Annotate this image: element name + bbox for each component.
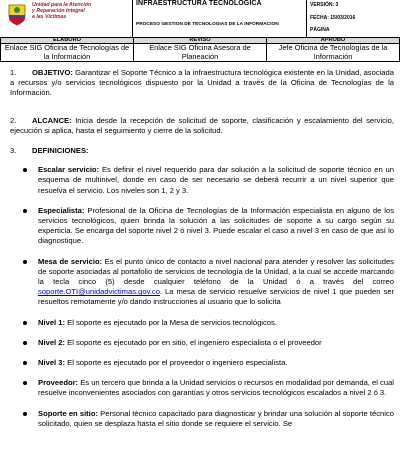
- approval-table: [0, 37, 400, 62]
- document-title: INFRAESTRUCTURA TECNOLOGICA: [136, 0, 262, 7]
- approval-header-aprobo: APROBO: [267, 38, 400, 44]
- section-label: DEFINICIONES:: [32, 146, 89, 156]
- support-email-link[interactable]: soporte.OTI@unidadvictimas.gov.co: [38, 287, 160, 297]
- logo-line-2: y Reparación Integral: [32, 8, 85, 15]
- version-label: VERSIÓN: 3: [310, 2, 339, 8]
- section-number: 1.: [10, 68, 17, 77]
- header-divider: [132, 0, 133, 38]
- header-divider: [306, 0, 307, 38]
- approval-header-reviso: REVISO: [134, 38, 267, 44]
- definition-term: Especialista:: [38, 205, 85, 215]
- definition-term: Proveedor:: [38, 378, 79, 388]
- definitions-list: [22, 165, 394, 429]
- bullet-icon: [23, 260, 27, 264]
- approval-reviso: Enlace SIG Oficina Asesora de Planeación: [134, 44, 267, 62]
- definition-text: El soporte es ejecutado por la Mesa de servicios tecnológicos.: [67, 317, 277, 327]
- logo-text: [32, 2, 132, 21]
- approval-value-row: [1, 44, 400, 62]
- process-name: PROCESO GESTION DE TECNOLOGIAS DE LA INFORMACION: [136, 22, 279, 27]
- bullet-icon: [23, 209, 27, 213]
- bullet-icon: [23, 361, 27, 365]
- definition-text: El soporte es ejecutado por el proveedor o ingeniero especialista.: [67, 358, 288, 368]
- section-text: Garantizar el Soporte Técnico a la infraestructura tecnológica existente en la Unidad, asociada a recursos y/o servicios tecnológicos dispuesto por la Unidad a través de la Oficina de Tecnologías de la Información.: [10, 68, 394, 98]
- definition-item: [22, 358, 394, 368]
- definition-text: El soporte es ejecutado por en sitio, el ingeniero especialista o el proveedor: [67, 337, 322, 347]
- section-label: ALCANCE:: [32, 115, 72, 125]
- approval-elaboro: Enlace SIG Oficina de Tecnologías de la Información: [1, 44, 134, 62]
- page-label: PÁGINA: [310, 27, 330, 33]
- approval-header-elaboro: ELABORO: [1, 38, 134, 44]
- unidad-victimas-logo: [2, 0, 128, 30]
- definition-term: Nivel 3:: [38, 358, 66, 368]
- definition-text: Personal técnico capacitado para diagnosticar y brindar una solución al soporte técnico solicitado, quien se desplaza hasta el sitio donde se requiere el servicio. Se: [38, 408, 394, 428]
- definition-item: [22, 318, 394, 328]
- document-body: [10, 68, 394, 439]
- definition-text: Es el punto único de contacto a nivel nacional para atender y resolver las solicitudes de soporte asociadas al portafolio de servicios de tecnología de la Unidad, a la cual se accede marcando la tecla cinco (5) desde cualquier teléfono de la Unidad ó a través del correo: [38, 256, 394, 287]
- bullet-icon: [23, 341, 27, 345]
- section-number: 3.: [10, 146, 17, 156]
- section-alcance: [10, 116, 394, 136]
- logo-line-3: a las Víctimas: [32, 14, 67, 21]
- definition-text: Es definir el nivel requerido para dar solución a la solicitud de soporte técnico en un esquema de multinivel, donde en caso de ser necesario se deberá recurrir a un nivel superior que resuelva el servicio. Los niveles son 1, 2 y 3.: [38, 165, 394, 195]
- definition-term: Soporte en sitio:: [38, 408, 98, 418]
- section-label: OBJETIVO:: [32, 68, 73, 77]
- section-text: Inicia desde la recepción de solicitud de soporte, clasificación y escalamiento del servicio, ejecución si aplica, hasta el seguimiento y cierre de la solicitud.: [10, 115, 394, 135]
- logo-line-1: Unidad para la Atención: [32, 2, 92, 8]
- colombia-seal-icon: [6, 2, 28, 26]
- bullet-icon: [23, 168, 27, 172]
- bullet-icon: [23, 381, 27, 385]
- definition-item: [22, 409, 394, 429]
- document-header: [0, 0, 400, 38]
- section-number: 2.: [10, 115, 17, 125]
- definition-item: [22, 165, 394, 196]
- section-objetivo: [10, 68, 394, 99]
- definition-text: Es un tercero que brinda a la Unidad servicios o recursos en modalidad por demanda, el cual resuelve inconvenientes asociados con garantías y otros servicios tecnológicos escalados a nivel 2 ó 3.: [38, 378, 394, 398]
- definition-text: Profesional de la Oficina de Tecnologías de la Información especialista en alguno de los servicios tecnológicos, quien brinda la solución a las solicitudes de soporte a su cargo según su experticia. Se encarga del soporte nivel 2 ó nivel 3. Puede escalar el caso a nivel 3 en caso de que así lo diagnostique.: [38, 205, 394, 246]
- definition-item: [22, 378, 394, 398]
- definition-item: [22, 257, 394, 308]
- date-label: FECHA: 15/03/2016: [310, 15, 356, 21]
- approval-aprobo: Jefe Oficina de Tecnologías de la Información: [267, 44, 400, 62]
- section-definiciones: [10, 146, 394, 156]
- definition-term: Nivel 2:: [38, 337, 66, 347]
- definition-term: Mesa de servicio:: [38, 256, 103, 266]
- bullet-icon: [23, 412, 27, 416]
- definition-item: [22, 338, 394, 348]
- definition-item: [22, 206, 394, 247]
- definition-term: Nivel 1:: [38, 317, 66, 327]
- definition-term: Escalar servicio:: [38, 165, 100, 175]
- definition-text: . La mesa de servicio resuelve servicios de nivel 1 que pueden ser resueltos remotamente y/o dando instrucciones al usuario que lo solicita: [38, 287, 394, 307]
- bullet-icon: [23, 321, 27, 325]
